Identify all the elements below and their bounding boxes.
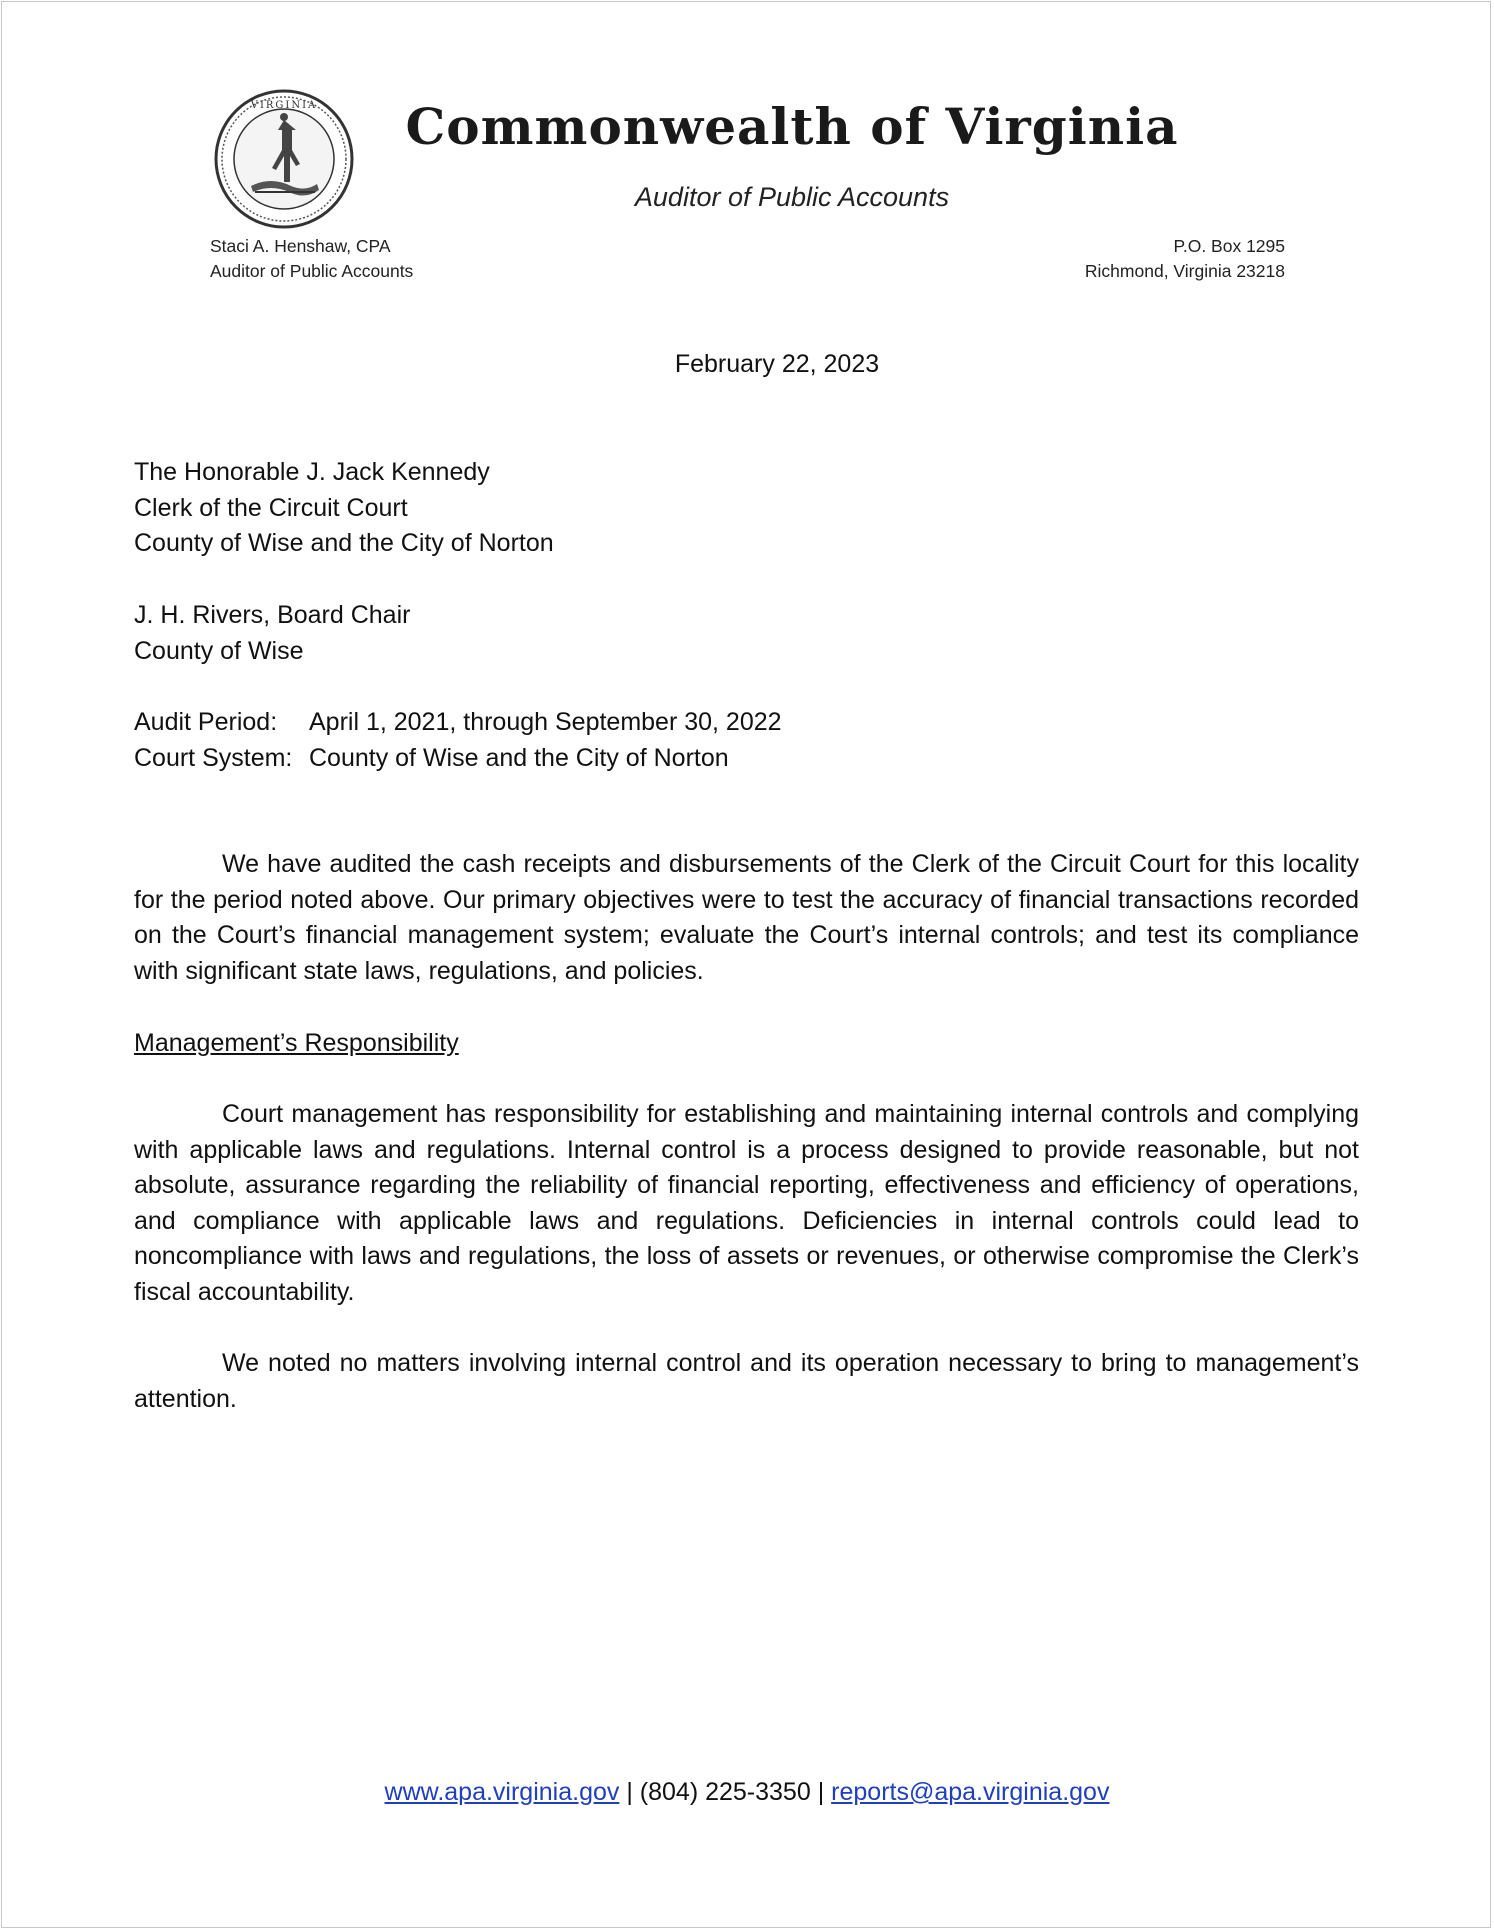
email-link[interactable]: reports@apa.virginia.gov	[831, 1778, 1110, 1806]
mailing-address-block	[1085, 234, 1285, 284]
auditor-name: Staci A. Henshaw, CPA	[210, 236, 391, 256]
po-box: P.O. Box 1295	[1173, 236, 1285, 256]
recipient2-name: J. H. Rivers, Board Chair	[134, 601, 411, 629]
phone-number: (804) 225-3350	[639, 1778, 811, 1806]
section-heading-responsibility: Management’s Responsibility	[134, 1029, 459, 1057]
audit-period-value: April 1, 2021, through September 30, 2022	[309, 708, 782, 736]
recipient-address-2	[134, 598, 1359, 669]
recipient-jurisdiction: County of Wise and the City of Norton	[134, 529, 554, 558]
footer-separator-2: |	[817, 1778, 825, 1806]
city-state-zip: Richmond, Virginia 23218	[1084, 261, 1285, 281]
recipient-address-1	[134, 455, 1359, 562]
auditor-title: Auditor of Public Accounts	[210, 261, 414, 281]
court-system-label: Court System:	[134, 743, 293, 772]
letterhead-subtitle: Auditor of Public Accounts	[634, 182, 950, 212]
letterhead-title: Commonwealth of Virginia	[405, 97, 1179, 156]
intro-paragraph: We have audited the cash receipts and disbursements of the Clerk of the Circuit Court for this locality for the period noted above. Our primary objectives were to test the accuracy of financial transactions recorded on the Court’s financial management system; evaluate the Court’s internal controls; and test its compliance with significant state laws, regulations, and policies.	[134, 850, 1359, 985]
audit-period-label: Audit Period:	[134, 708, 278, 736]
recipient-name: The Honorable J. Jack Kennedy	[134, 458, 490, 486]
audit-details	[134, 705, 1359, 776]
conclusion-paragraph: We noted no matters involving internal control and its operation necessary to bring to management’s attention.	[134, 1349, 1359, 1413]
responsibility-paragraph: Court management has responsibility for establishing and maintaining internal controls and complying with applicable laws and regulations. Internal control is a process designed to provide reasonable, but not absolute, assurance regarding the reliability of financial reporting, effectiveness and efficiency of operations, and compliance with applicable laws and regulations. Deficiencies in internal controls could lead to noncompliance with laws and regulations, the loss of assets or revenues, or otherwise compromise the Clerk’s fiscal accountability.	[134, 1100, 1359, 1306]
footer	[0, 1778, 1494, 1807]
website-link[interactable]: www.apa.virginia.gov	[384, 1778, 620, 1806]
recipient2-jurisdiction: County of Wise	[134, 636, 304, 665]
recipient-title: Clerk of the Circuit Court	[134, 493, 408, 522]
audit-period-row	[134, 705, 1359, 741]
svg-text:VIRGINIA: VIRGINIA	[250, 100, 318, 111]
footer-separator: |	[626, 1778, 633, 1806]
auditor-contact-block	[210, 234, 413, 284]
court-system-value: County of Wise and the City of Norton	[309, 743, 729, 772]
court-system-row	[134, 741, 1359, 777]
letter-date: February 22, 2023	[674, 350, 880, 378]
